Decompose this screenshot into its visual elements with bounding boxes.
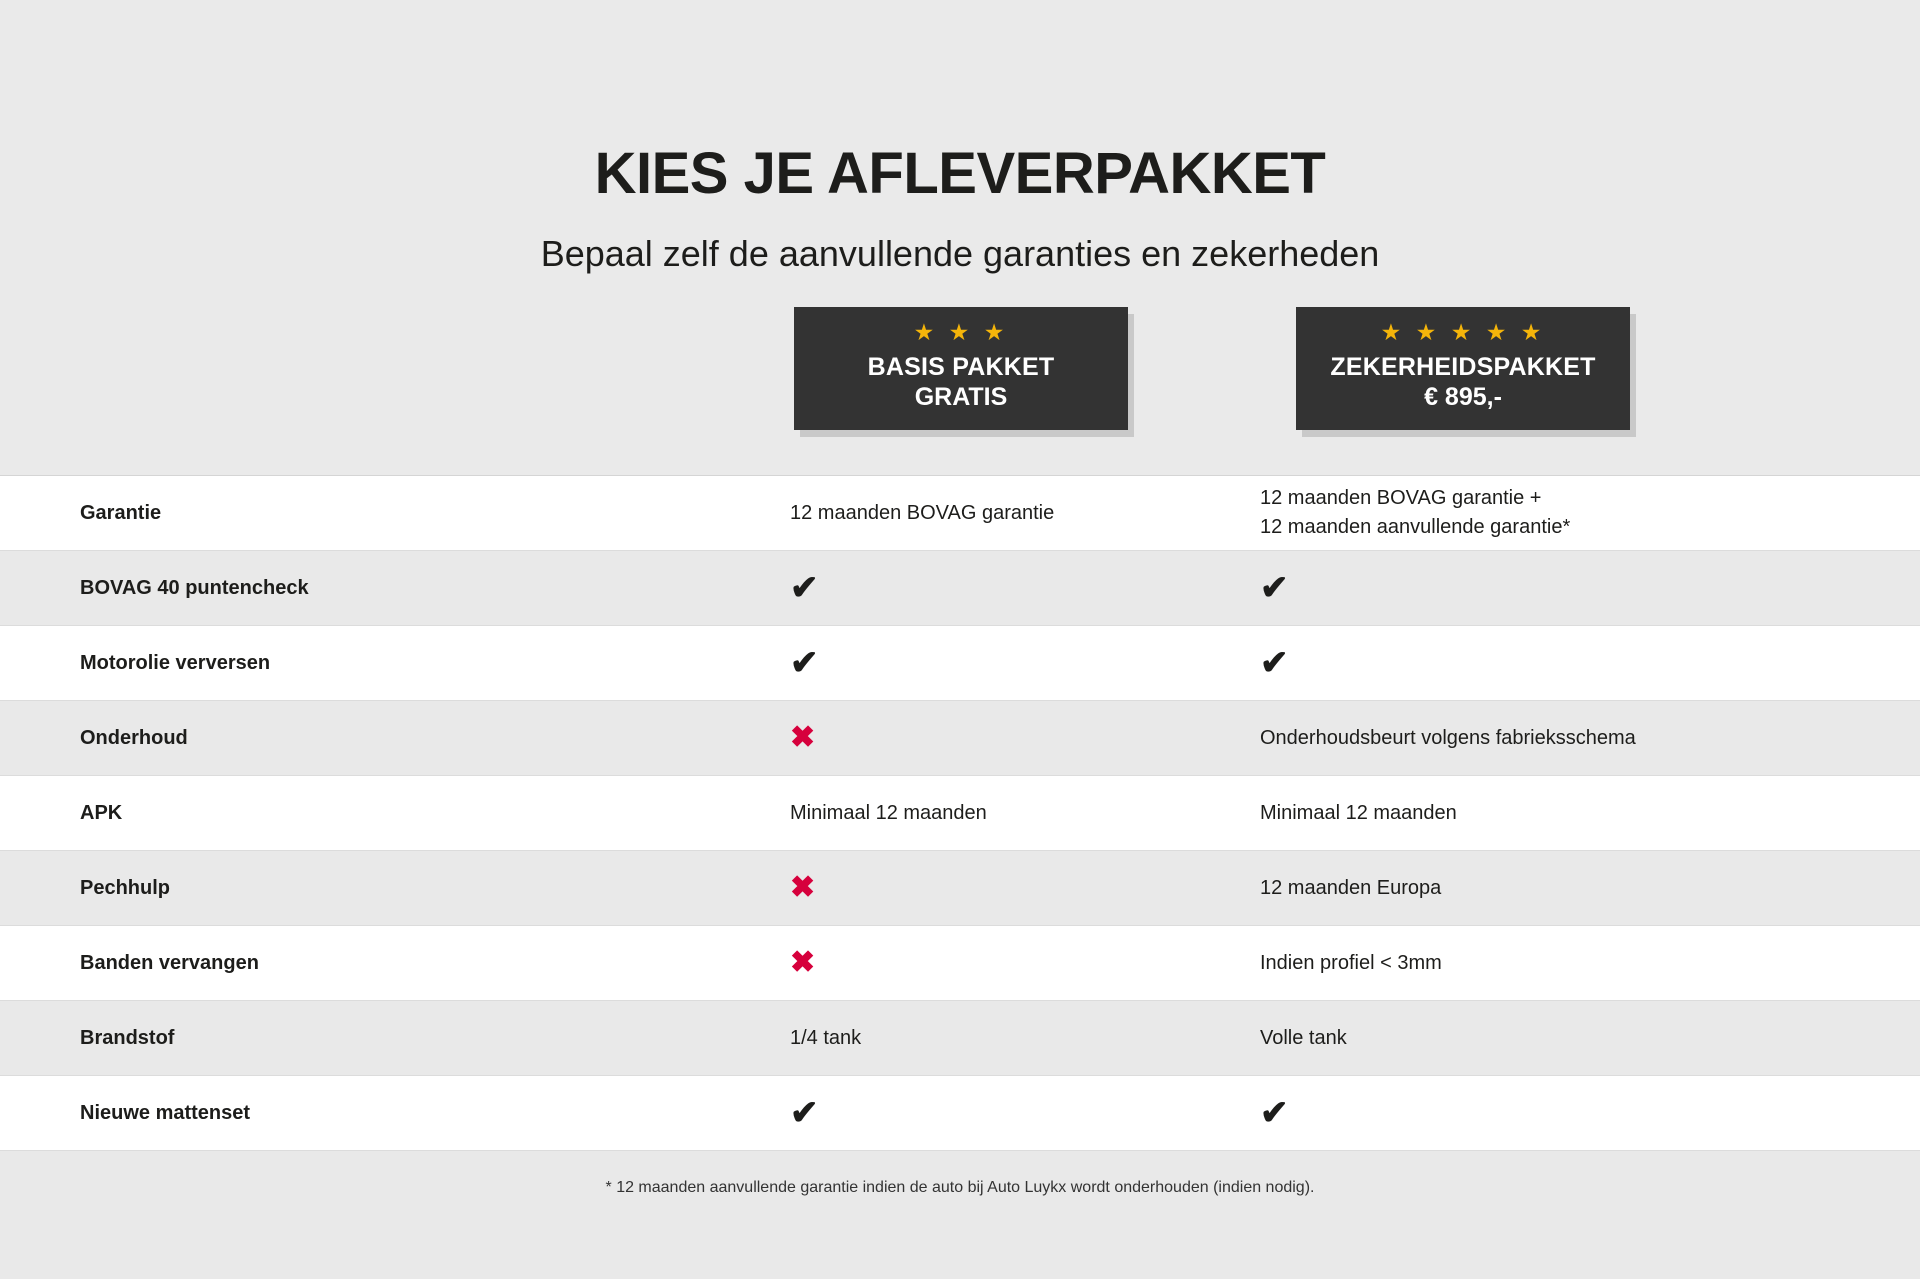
row-label: Onderhoud xyxy=(80,726,188,749)
row-value-basis: 12 maanden BOVAG garantie xyxy=(790,501,1055,524)
package-banner-basis[interactable] xyxy=(794,307,1128,430)
table-row xyxy=(0,776,1920,851)
package-name-zekerheid: ZEKERHEIDSPAKKET xyxy=(1330,353,1596,381)
row-value-zekerheid: Onderhoudsbeurt volgens fabrieksschema xyxy=(1260,726,1636,749)
package-banners xyxy=(0,275,1920,475)
row-value-basis: 1/4 tank xyxy=(790,1026,862,1049)
package-banner-zekerheid[interactable] xyxy=(1296,307,1630,430)
row-label: Garantie xyxy=(80,501,162,524)
comparison-table xyxy=(0,475,1920,1151)
page-header xyxy=(0,0,1920,275)
cross-icon: ✖ xyxy=(790,946,816,979)
check-icon: ✔ xyxy=(790,644,819,682)
stars-icon: ★ ★ ★ ★ ★ xyxy=(1380,319,1546,345)
check-icon: ✔ xyxy=(1260,644,1289,682)
table-row xyxy=(0,1076,1920,1151)
row-label: Nieuwe mattenset xyxy=(80,1101,251,1124)
check-icon: ✔ xyxy=(1260,1094,1289,1132)
row-value-zekerheid: Volle tank xyxy=(1260,1026,1347,1049)
package-price-basis: GRATIS xyxy=(914,382,1008,411)
row-label: Banden vervangen xyxy=(80,951,259,974)
package-price-zekerheid: € 895,- xyxy=(1424,382,1502,411)
cross-icon: ✖ xyxy=(790,721,816,754)
table-row xyxy=(0,701,1920,776)
row-label: Pechhulp xyxy=(80,876,171,899)
package-name-basis: BASIS PAKKET xyxy=(867,353,1055,381)
row-value-zekerheid: 12 maanden BOVAG garantie + 12 maanden aanvullende garantie* xyxy=(1260,487,1571,538)
row-value-zekerheid: 12 maanden Europa xyxy=(1260,876,1442,899)
table-row xyxy=(0,476,1920,551)
footnote: * 12 maanden aanvullende garantie indien de auto bij Auto Luykx wordt onderhouden (indien nodig). xyxy=(0,1151,1920,1279)
check-icon: ✔ xyxy=(1260,569,1289,607)
check-icon: ✔ xyxy=(790,1094,819,1132)
table-row xyxy=(0,551,1920,626)
table-row xyxy=(0,1001,1920,1076)
row-label: Motorolie verversen xyxy=(80,651,271,674)
table-row xyxy=(0,926,1920,1001)
row-label: Brandstof xyxy=(80,1026,175,1049)
stars-icon: ★ ★ ★ xyxy=(913,319,1009,345)
check-icon: ✔ xyxy=(790,569,819,607)
table-row xyxy=(0,626,1920,701)
table-row xyxy=(0,851,1920,926)
row-label: APK xyxy=(80,801,123,824)
page-subtitle: Bepaal zelf de aanvullende garanties en zekerheden xyxy=(540,233,1380,274)
row-label: BOVAG 40 puntencheck xyxy=(80,576,309,599)
cross-icon: ✖ xyxy=(790,871,816,904)
page-title: KIES JE AFLEVERPAKKET xyxy=(594,141,1326,206)
row-value-zekerheid: Minimaal 12 maanden xyxy=(1260,801,1457,824)
row-value-zekerheid: Indien profiel < 3mm xyxy=(1260,951,1442,974)
row-value-basis: Minimaal 12 maanden xyxy=(790,801,987,824)
